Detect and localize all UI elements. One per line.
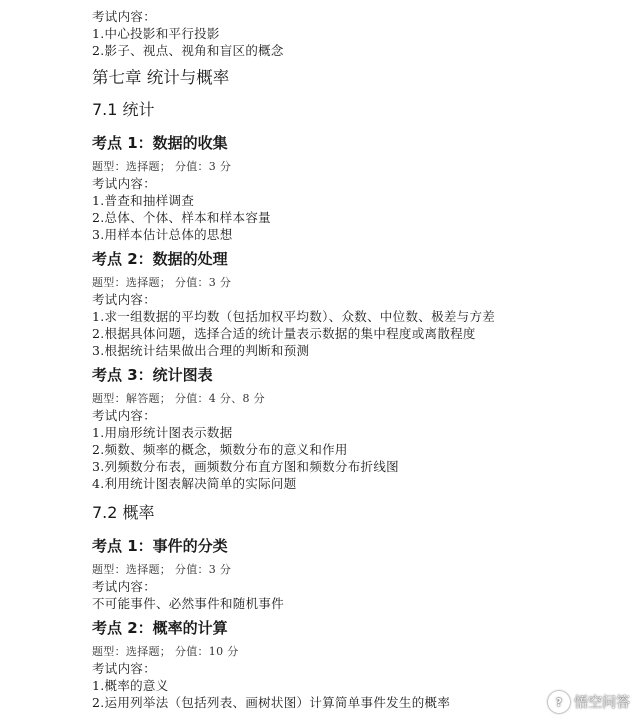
topic-meta: 题型：选择题； 分值：3 分 [92, 276, 232, 289]
topic-item: 2.总体、个体、样本和样本容量 [92, 210, 271, 225]
topic-meta: 题型：解答题； 分值：4 分、8 分 [92, 392, 265, 405]
document-page [92, 8, 622, 711]
intro-item: 1.中心投影和平行投影 [92, 26, 220, 41]
topic-item: 1.求一组数据的平均数（包括加权平均数）、众数、中位数、极差与方差 [92, 309, 496, 324]
topic-label: 考试内容： [92, 408, 157, 423]
intro-label: 考试内容： [92, 9, 157, 24]
topic-title: 考点 2：概率的计算 [92, 619, 228, 637]
topic-title: 考点 3：统计图表 [92, 366, 213, 384]
topic-item: 2.频数、频率的概念，频数分布的意义和作用 [92, 442, 348, 457]
intro-item: 2.影子、视点、视角和盲区的概念 [92, 43, 284, 58]
topic-item: 2.运用列举法（包括列表、画树状图）计算简单事件发生的概率 [92, 695, 451, 710]
topic-meta: 题型：选择题； 分值：10 分 [92, 645, 239, 658]
topic-meta: 题型：选择题； 分值：3 分 [92, 563, 232, 576]
topic-item: 不可能事件、必然事件和随机事件 [92, 596, 285, 611]
topic-item: 2.根据具体问题，选择合适的统计量表示数据的集中程度或离散程度 [92, 326, 476, 341]
topic-title: 考点 1：数据的收集 [92, 134, 228, 152]
topic-item: 1.概率的意义 [92, 678, 169, 693]
chapter-title: 第七章 统计与概率 [92, 68, 230, 87]
topic-item: 3.根据统计结果做出合理的判断和预测 [92, 343, 310, 358]
topic-item: 4.利用统计图表解决简单的实际问题 [92, 476, 297, 491]
topic-item: 1.普查和抽样调查 [92, 193, 195, 208]
topic-title: 考点 1：事件的分类 [92, 537, 228, 555]
topic-item: 1.用扇形统计图表示数据 [92, 425, 233, 440]
watermark-text: 悟空问答 [574, 695, 630, 711]
watermark [548, 691, 630, 713]
topic-item: 3.列频数分布表，画频数分布直方图和频数分布折线图 [92, 459, 399, 474]
topic-label: 考试内容： [92, 661, 157, 676]
section-title: 7.2 概率 [92, 503, 155, 522]
topic-meta: 题型：选择题； 分值：3 分 [92, 160, 232, 173]
topic-item: 3.用样本估计总体的思想 [92, 227, 233, 242]
answer-bubble-icon: ? [548, 691, 570, 713]
topic-label: 考试内容： [92, 292, 157, 307]
intro-block [92, 8, 622, 59]
section-title: 7.1 统计 [92, 100, 155, 119]
topic-title: 考点 2：数据的处理 [92, 250, 228, 268]
topic-label: 考试内容： [92, 176, 157, 191]
topic-label: 考试内容： [92, 579, 157, 594]
